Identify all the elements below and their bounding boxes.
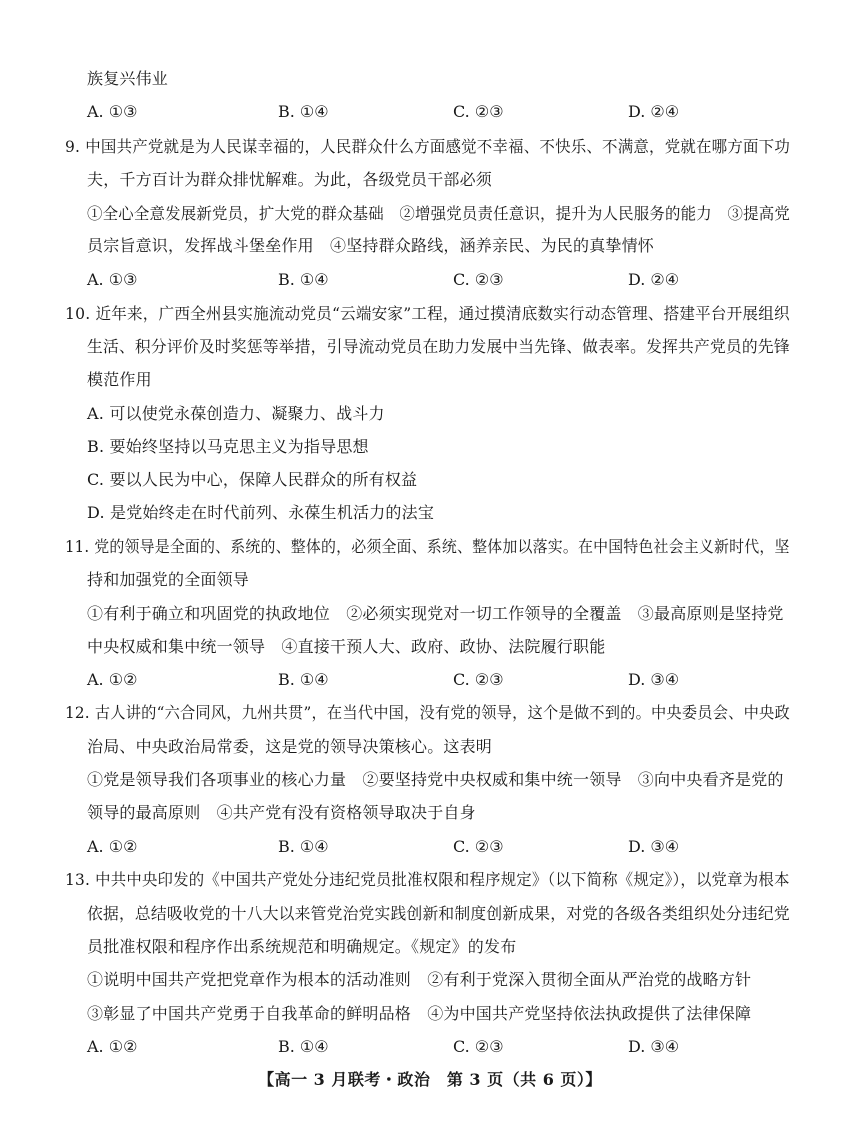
question-11-stem-line-1: 11. 党的领导是全面的、系统的、整体的，必须全面、系统、整体加以落实。在中国特色社会主义新时代，坚 [65, 537, 790, 556]
option-a: A. ①③ [87, 270, 138, 289]
option-a: A. ①② [87, 1037, 138, 1056]
option-c: C. ②③ [453, 670, 504, 689]
choice-c: C. 要以人民为中心，保障人民群众的所有权益 [87, 470, 418, 489]
option-c: C. ②③ [453, 270, 504, 289]
question-10-stem-line-1: 10. 近年来，广西全州县实施流动党员“云端安家”工程，通过摸清底数实行动态管理、搭建平台开展组织 [65, 304, 790, 323]
option-b: B. ①④ [278, 670, 329, 689]
option-c: C. ②③ [453, 837, 504, 856]
question-12-stem-line-1: 12. 古人讲的“六合同风，九州共贯”，在当代中国，没有党的领导，这个是做不到的。中央委员会、中央政 [65, 703, 790, 722]
choice-d: D. 是党始终走在时代前列、永葆生机活力的法宝 [87, 503, 435, 522]
question-9-stem-line-1: 9. 中国共产党就是为人民谋幸福的，人民群众什么方面感觉不幸福、不快乐、不满意，党就在哪方面下功 [65, 137, 790, 156]
choice-a: A. 可以使党永葆创造力、凝聚力、战斗力 [87, 404, 385, 423]
question-9-statements-line-1: ①全心全意发展新党员，扩大党的群众基础 ②增强党员责任意识，提升为人民服务的能力 ③提高党 [87, 204, 790, 223]
option-d: D. ③④ [628, 670, 680, 689]
continuation-text: 族复兴伟业 [87, 69, 169, 88]
question-13-stem-line-2: 依据，总结吸收党的十八大以来管党治党实践创新和制度创新成果，对党的各级各类组织处分违纪党 [87, 904, 790, 923]
question-13-stem-line-3: 员批准权限和程序作出系统规范和明确规定。《规定》的发布 [87, 937, 517, 956]
question-12-statements-line-2: 领导的最高原则 ④共产党有没有资格领导取决于自身 [87, 803, 476, 822]
page-footer: 【高一 3 月联考・政治 第 3 页（共 6 页）】 [258, 1070, 602, 1089]
option-c: C. ②③ [453, 1037, 504, 1056]
question-13-statements-line-1: ①说明中国共产党把党章作为根本的活动准则 ②有利于党深入贯彻全面从严治党的战略方针 [87, 970, 752, 989]
question-10-stem-line-3: 模范作用 [87, 370, 152, 389]
question-11-statements-line-2: 中央权威和集中统一领导 ④直接干预人大、政府、政协、法院履行职能 [87, 637, 606, 656]
option-a: A. ①② [87, 670, 138, 689]
question-12-stem-line-2: 治局、中央政治局常委，这是党的领导决策核心。这表明 [87, 737, 493, 756]
question-12-statements-line-1: ①党是领导我们各项事业的核心力量 ②要坚持党中央权威和集中统一领导 ③向中央看齐是党的 [87, 770, 784, 789]
option-d: D. ③④ [628, 837, 680, 856]
question-13-statements-line-2: ③彰显了中国共产党勇于自我革命的鲜明品格 ④为中国共产党坚持依法执政提供了法律保障 [87, 1004, 752, 1023]
question-13-stem-line-1: 13. 中共中央印发的《中国共产党处分违纪党员批准权限和程序规定》（以下简称《规定》），以党章为根本 [65, 870, 790, 889]
option-b: B. ①④ [278, 1037, 329, 1056]
question-9-stem-line-2: 夫，千方百计为群众排忧解难。为此，各级党员干部必须 [87, 170, 493, 189]
option-a: A. ①② [87, 837, 138, 856]
question-10-stem-line-2: 生活、积分评价及时奖惩等举措，引导流动党员在助力发展中当先锋、做表率。发挥共产党员的先锋 [87, 337, 790, 356]
choice-b: B. 要始终坚持以马克思主义为指导思想 [87, 437, 369, 456]
option-d: D. ②④ [628, 270, 680, 289]
option-b: B. ①④ [278, 837, 329, 856]
option-d: D. ②④ [628, 102, 680, 121]
option-c: C. ②③ [453, 102, 504, 121]
option-d: D. ③④ [628, 1037, 680, 1056]
question-9-statements-line-2: 员宗旨意识，发挥战斗堡垒作用 ④坚持群众路线，涵养亲民、为民的真挚情怀 [87, 236, 655, 255]
option-b: B. ①④ [278, 270, 329, 289]
question-11-stem-line-2: 持和加强党的全面领导 [87, 570, 250, 589]
option-b: B. ①④ [278, 102, 329, 121]
option-a: A. ①③ [87, 102, 138, 121]
question-11-statements-line-1: ①有利于确立和巩固党的执政地位 ②必须实现党对一切工作领导的全覆盖 ③最高原则是坚持党 [87, 604, 784, 623]
